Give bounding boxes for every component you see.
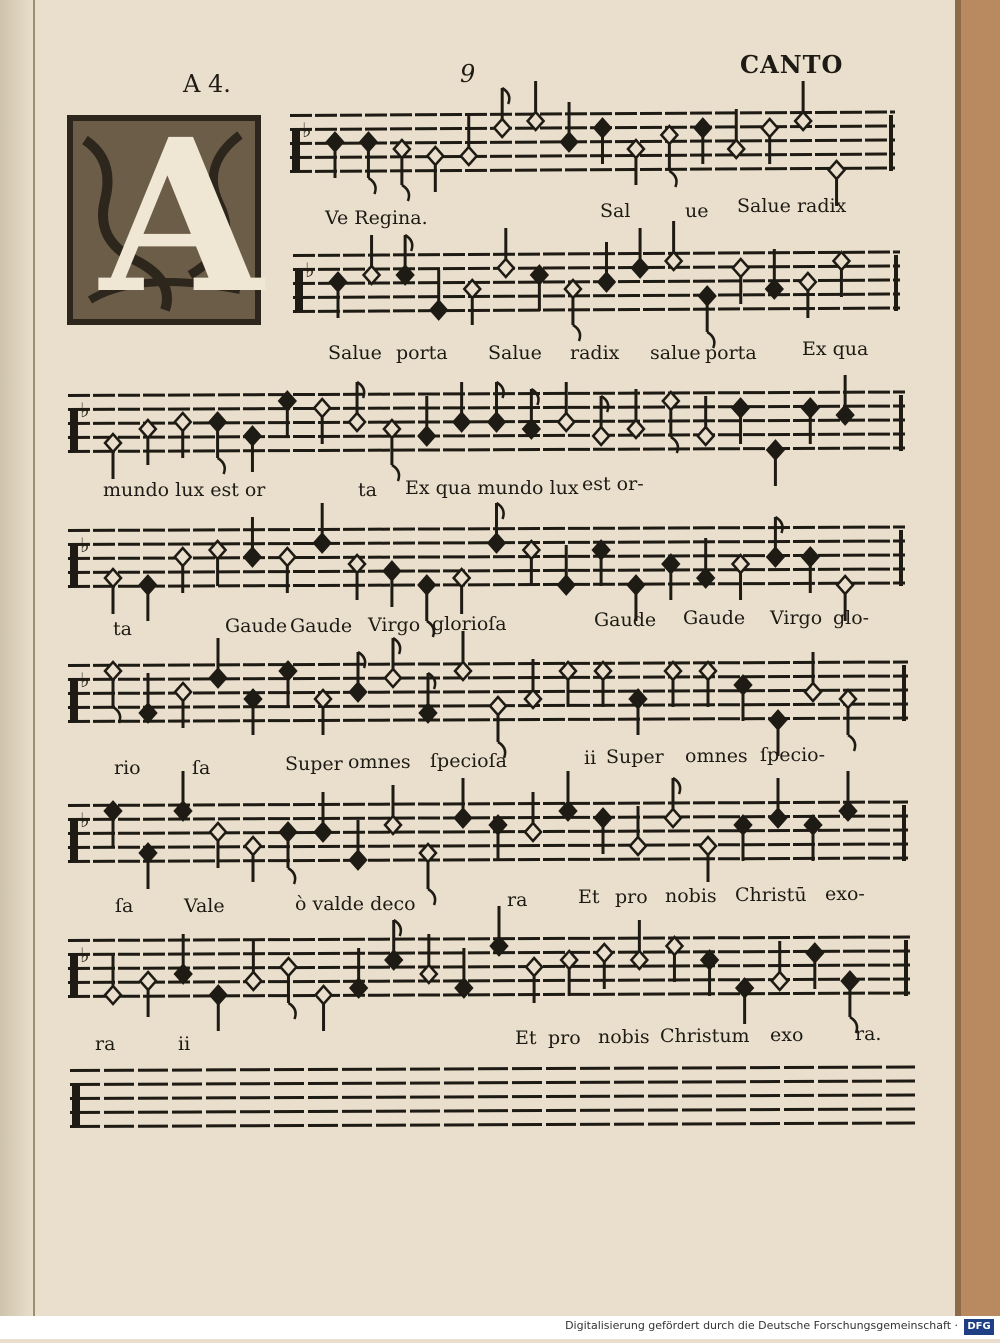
lyric-word: Salue — [488, 342, 542, 364]
lyric-word: ta — [358, 479, 377, 501]
staff — [68, 375, 905, 486]
lyric-word: pro — [548, 1027, 581, 1049]
lyric-word: Virgo — [770, 607, 823, 629]
lyric-word: Ve Regina. — [325, 207, 428, 229]
dfg-logo: DFG — [964, 1319, 994, 1335]
lyric-word: Gaude — [683, 607, 746, 629]
binding-edge — [958, 0, 1000, 1316]
lyric-word: ſa — [115, 895, 134, 917]
lyric-word: nobis — [598, 1026, 650, 1048]
lyric-word: Ex qua mundo lux — [405, 477, 579, 499]
lyric-word: ii — [584, 747, 597, 769]
lyric-word: Sal — [600, 200, 631, 222]
staff — [70, 1067, 915, 1127]
lyric-word: ſa — [192, 757, 211, 779]
lyric-word: glorioſa — [432, 613, 507, 635]
lyric-word: Salue — [328, 342, 382, 364]
staff — [290, 81, 895, 206]
voice-part-title: CANTO — [740, 50, 844, 79]
lyric-word: exo — [770, 1024, 804, 1046]
lyric-word: Salue radix — [737, 195, 847, 217]
lyric-word: ii — [178, 1033, 191, 1055]
lyric-word: nobis — [665, 885, 717, 907]
lyric-word: ſpecioſa — [430, 750, 507, 772]
lyric-word: ta — [113, 618, 132, 640]
svg-text:♭: ♭ — [80, 398, 90, 422]
staff — [68, 906, 910, 1033]
lyric-word: Et — [578, 886, 600, 908]
signature-mark: A 4. — [183, 70, 231, 98]
lyric-word: radix — [570, 342, 620, 364]
svg-text:♭: ♭ — [80, 808, 90, 832]
digitization-footer — [0, 1316, 1000, 1339]
lyric-word: rio — [114, 757, 141, 779]
lyric-word: mundo lux est or — [103, 479, 266, 501]
lyric-word: Gaude — [290, 615, 353, 637]
initial-letter: A — [100, 93, 263, 340]
svg-text:♭: ♭ — [302, 118, 312, 142]
dfg-credit: Digitalisierung gefördert durch die Deutsche Forschungsgemeinschaft · — [565, 1319, 958, 1332]
lyric-word: est or- — [582, 473, 644, 495]
lyric-word: porta — [396, 342, 448, 364]
svg-text:♭: ♭ — [80, 668, 90, 692]
left-gutter — [0, 0, 34, 1316]
lyric-word: omnes — [348, 751, 411, 773]
lyric-word: Gaude — [594, 609, 657, 631]
page-number: 9 — [460, 60, 476, 88]
lyric-word: Christū — [735, 884, 807, 906]
lyric-word: Christum — [660, 1025, 750, 1047]
lyric-word: ra. — [855, 1023, 882, 1045]
lyric-word: Virgo — [368, 614, 421, 636]
lyric-word: pro — [615, 886, 648, 908]
lyric-word: ò valde deco — [295, 893, 416, 915]
lyric-word: porta — [705, 342, 757, 364]
lyric-word: Super — [285, 753, 343, 775]
lyric-word: ra — [95, 1033, 116, 1055]
lyric-word: glo- — [833, 607, 870, 629]
binding-shadow — [955, 0, 961, 1316]
lyric-word: exo- — [825, 883, 865, 905]
lyric-word: Ex qua — [802, 338, 869, 360]
staff — [293, 221, 900, 348]
lyric-word: ra — [507, 889, 528, 911]
lyric-word: ſpecio- — [760, 744, 826, 766]
lyric-word: Vale — [184, 895, 225, 917]
lyric-word: Super — [606, 746, 664, 768]
lyric-word: Gaude — [225, 615, 288, 637]
lyric-word: salue — [650, 342, 701, 364]
svg-text:♭: ♭ — [305, 258, 315, 282]
svg-text:♭: ♭ — [80, 943, 90, 967]
lyric-word: Et — [515, 1027, 537, 1049]
lyric-word: ue — [685, 200, 709, 222]
svg-text:♭: ♭ — [80, 533, 90, 557]
lyric-word: omnes — [685, 745, 748, 767]
staff — [68, 631, 908, 758]
